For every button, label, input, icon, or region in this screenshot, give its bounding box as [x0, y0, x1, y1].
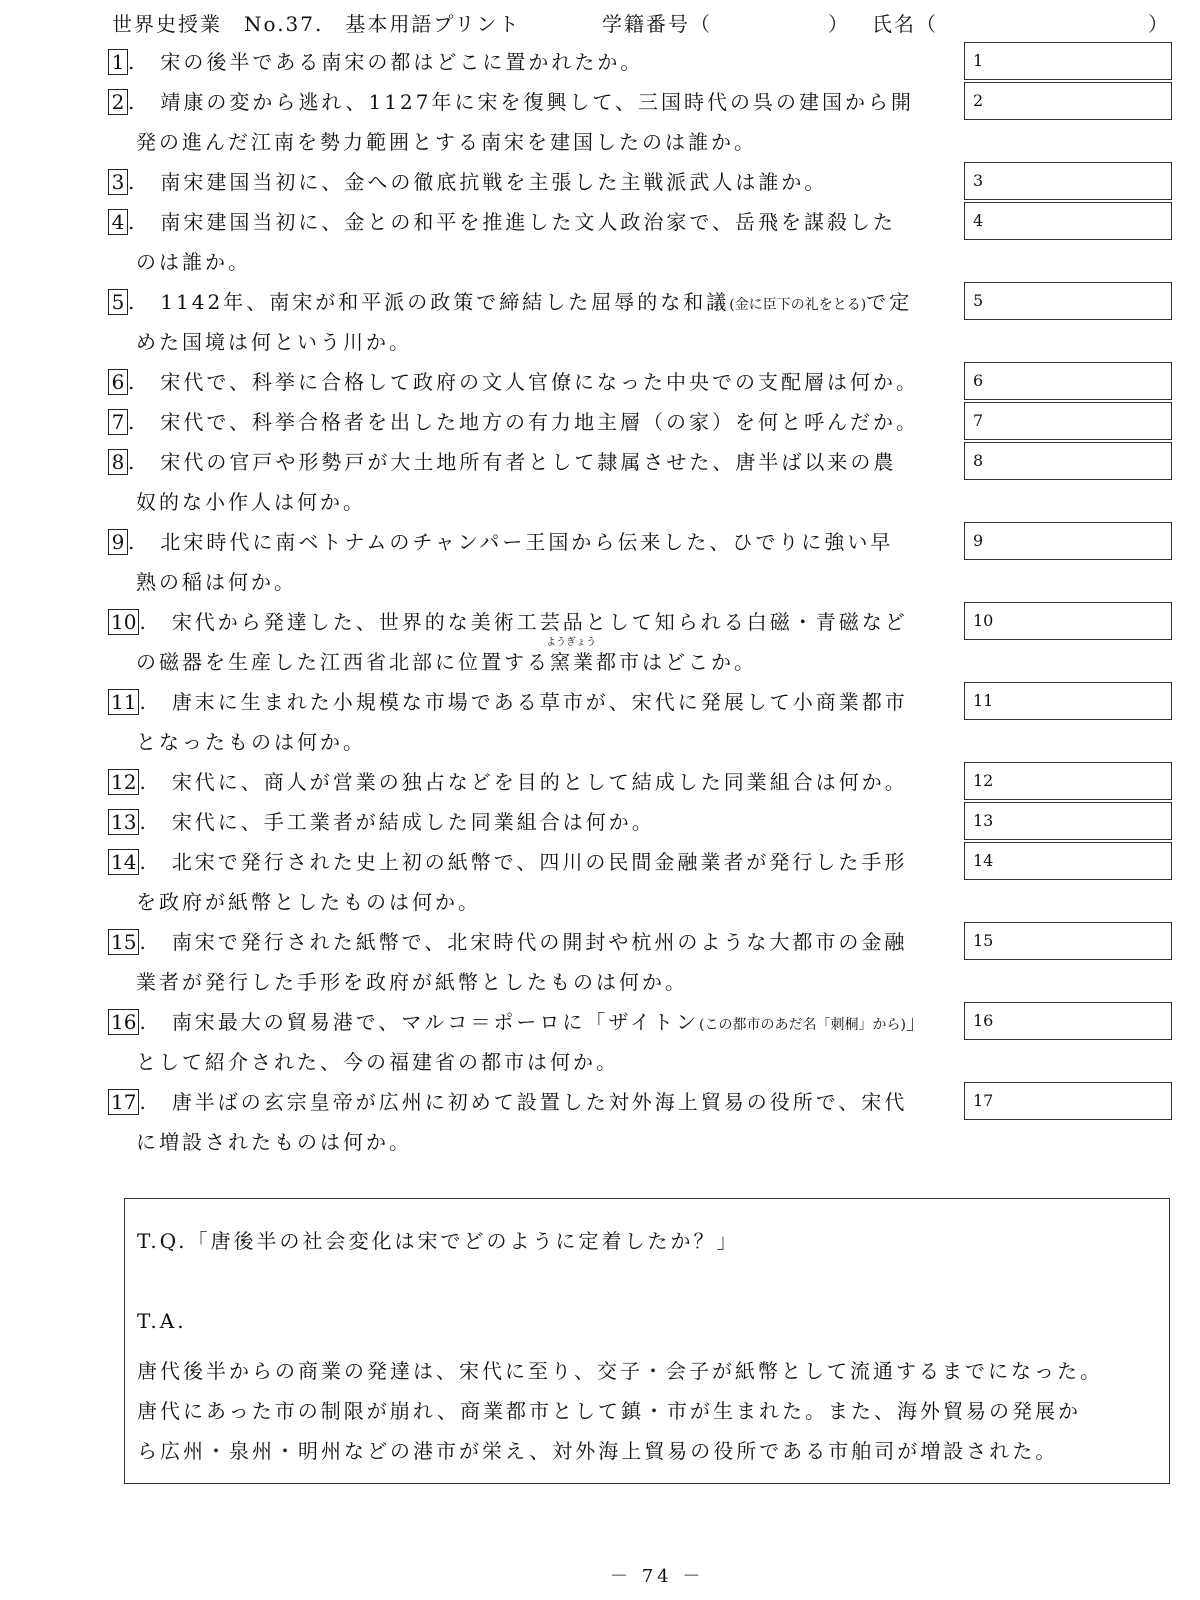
question-text: 靖康の変から逃れ、1127年に宋を復興して、三国時代の呉の建国から開	[160, 90, 915, 114]
question-number: 15	[108, 929, 139, 955]
answer-box-label: 7	[973, 411, 984, 430]
page-number: － 74 －	[610, 1566, 705, 1587]
question-number: 13	[108, 809, 139, 835]
answer-box-label: 2	[973, 91, 984, 110]
question-number: 11	[108, 689, 139, 715]
question-text: 南宋建国当初に、金との和平を推進した文人政治家で、岳飛を謀殺した	[160, 210, 896, 234]
answer-box-14[interactable]	[964, 842, 1172, 880]
ruby-reading: ようぎょう	[546, 637, 596, 648]
question-10: 10 . 宋代から発達した、世界的な美術工芸品として知られる白磁・青磁など の磁器を生産した江西省北部に位置する ようぎょう 窯業都市はどこか。	[108, 602, 960, 682]
answer-box-label: 17	[973, 1091, 994, 1110]
question-7: 7 . 宋代で、科挙合格者を出した地方の有力地主層（の家）を何と呼んだか。	[108, 402, 960, 442]
question-text-cont: の磁器を生産した江西省北部に位置する	[136, 650, 550, 674]
question-text: 宋代で、科挙合格者を出した地方の有力地主層（の家）を何と呼んだか。	[160, 410, 919, 434]
question-13: 13 . 宋代に、手工業者が結成した同業組合は何か。	[108, 802, 960, 842]
question-text: 南宋建国当初に、金への徹底抗戦を主張した主戦派武人は誰か。	[160, 170, 828, 194]
theme-answer-label: T.A.	[137, 1309, 187, 1333]
question-text-cont: として紹介された、今の福建省の都市は何か。	[136, 1050, 619, 1074]
question-text: 北宋で発行された史上初の紙幣で、四川の民間金融業者が発行した手形	[171, 850, 908, 874]
question-text-cont: 熟の稲は何か。	[136, 570, 297, 594]
question-text-cont: 業者が発行した手形を政府が紙幣としたものは何か。	[136, 970, 688, 994]
name-label: 氏名（	[872, 12, 938, 36]
question-text: 唐末に生まれた小規模な市場である草市が、宋代に発展して小商業都市	[171, 690, 908, 714]
question-number: 12	[108, 769, 139, 795]
question-note: (この都市のあだ名「刺桐」から)	[699, 1017, 906, 1033]
theme-question: T.Q.「唐後半の社会変化は宋でどのように定着したか？」	[137, 1229, 740, 1253]
question-11: 11 . 唐末に生まれた小規模な市場である草市が、宋代に発展して小商業都市 となったものは何か。	[108, 682, 960, 762]
answer-box-label: 4	[973, 211, 984, 230]
answer-box-17[interactable]	[964, 1082, 1172, 1120]
answer-box-label: 13	[973, 811, 994, 830]
answer-box-label: 3	[973, 171, 984, 190]
question-text: 南宋最大の貿易港で、マルコ＝ポーロに「ザイトン	[171, 1010, 700, 1034]
question-17: 17 . 唐半ばの玄宗皇帝が広州に初めて設置した対外海上貿易の役所で、宋代 に増設されたものは何か。	[108, 1082, 960, 1162]
question-15: 15 . 南宋で発行された紙幣で、北宋時代の開封や杭州のような大都市の金融 業者が発行した手形を政府が紙幣としたものは何か。	[108, 922, 960, 1002]
question-12: 12 . 宋代に、商人が営業の独占などを目的として結成した同業組合は何か。	[108, 762, 960, 802]
answer-box-label: 8	[973, 451, 984, 470]
answer-box-label: 1	[973, 51, 984, 70]
answer-box-1[interactable]	[964, 42, 1172, 80]
question-text-end: 」	[905, 1010, 929, 1034]
answer-box-label: 6	[973, 371, 984, 390]
question-text-end: で定	[866, 290, 913, 314]
question-text: 宋代に、手工業者が結成した同業組合は何か。	[171, 810, 655, 834]
question-text-cont: のは誰か。	[136, 250, 251, 274]
question-number: 1	[108, 49, 128, 75]
theme-answer-text	[137, 1351, 1167, 1471]
question-4: 4 . 南宋建国当初に、金との和平を推進した文人政治家で、岳飛を謀殺した のは誰か。	[108, 202, 960, 282]
question-text: 宋代に、商人が営業の独占などを目的として結成した同業組合は何か。	[171, 770, 908, 794]
answer-box-6[interactable]	[964, 362, 1172, 400]
question-text-cont: に増設されたものは何か。	[136, 1130, 412, 1154]
question-number: 4	[108, 209, 128, 235]
answer-box-16[interactable]	[964, 1002, 1172, 1040]
question-16: 16 . 南宋最大の貿易港で、マルコ＝ポーロに「ザイトン(この都市のあだ名「刺桐」から)」 として紹介された、今の福建省の都市は何か。	[108, 1002, 960, 1082]
student-id-close: ）	[828, 12, 850, 36]
answer-box-label: 11	[973, 691, 994, 710]
question-5: 5 . 1142年、南宋が和平派の政策で締結した屈辱的な和議(金に臣下の礼をとる)で定 めた国境は何という川か。	[108, 282, 960, 362]
answer-box-9[interactable]	[964, 522, 1172, 560]
answer-box-15[interactable]	[964, 922, 1172, 960]
answer-box-2[interactable]	[964, 82, 1172, 120]
question-number: 7	[108, 409, 128, 435]
question-number: 5	[108, 289, 128, 315]
answer-box-3[interactable]	[964, 162, 1172, 200]
question-text: 宋の後半である南宋の都はどこに置かれたか。	[160, 50, 644, 74]
worksheet-title: 世界史授業 No.37. 基本用語プリント	[112, 12, 521, 36]
question-number: 17	[108, 1089, 139, 1115]
answer-box-label: 14	[973, 851, 994, 870]
question-text-cont: めた国境は何という川か。	[136, 330, 412, 354]
question-9: 9 . 北宋時代に南ベトナムのチャンパー王国から伝来した、ひでりに強い早 熟の稲は何か。	[108, 522, 960, 602]
summary-box	[124, 1198, 1170, 1484]
answer-box-label: 16	[973, 1011, 994, 1030]
question-6: 6 . 宋代で、科挙に合格して政府の文人官僚になった中央での支配層は何か。	[108, 362, 960, 402]
question-text-end: 業都市はどこか。	[573, 650, 757, 674]
question-3: 3 . 南宋建国当初に、金への徹底抗戦を主張した主戦派武人は誰か。	[108, 162, 960, 202]
question-number: 2	[108, 89, 128, 115]
question-text-cont: となったものは何か。	[136, 730, 366, 754]
question-text: 唐半ばの玄宗皇帝が広州に初めて設置した対外海上貿易の役所で、宋代	[171, 1090, 908, 1114]
question-number: 14	[108, 849, 139, 875]
question-number: 16	[108, 1009, 139, 1035]
question-number: 9	[108, 529, 128, 555]
question-text: 南宋で発行された紙幣で、北宋時代の開封や杭州のような大都市の金融	[171, 930, 908, 954]
worksheet-header	[112, 8, 1172, 38]
ruby-word	[546, 637, 596, 674]
answer-box-5[interactable]	[964, 282, 1172, 320]
question-number: 8	[108, 449, 128, 475]
question-text-cont: 発の進んだ江南を勢力範囲とする南宋を建国したのは誰か。	[136, 130, 757, 154]
question-text: 宋代の官戸や形勢戸が大土地所有者として隷属させた、唐半ば以来の農	[160, 450, 897, 474]
answer-box-4[interactable]	[964, 202, 1172, 240]
question-text: 1142年、南宋が和平派の政策で締結した屈辱的な和議	[160, 290, 730, 314]
theme-answer-line: 唐代にあった市の制限が崩れ、商業都市として鎮・市が生まれた。また、海外貿易の発展か	[137, 1399, 1081, 1423]
answer-box-10[interactable]	[964, 602, 1172, 640]
question-text-cont: を政府が紙幣としたものは何か。	[136, 890, 481, 914]
question-number: 6	[108, 369, 128, 395]
question-text-cont: 奴的な小作人は何か。	[136, 490, 366, 514]
question-1: 1 . 宋の後半である南宋の都はどこに置かれたか。	[108, 42, 960, 82]
answer-box-label: 15	[973, 931, 994, 950]
answer-box-label: 9	[973, 531, 984, 550]
answer-box-13[interactable]	[964, 802, 1172, 840]
theme-answer-line: 唐代後半からの商業の発達は、宋代に至り、交子・会子が紙幣として流通するまでになった。	[137, 1359, 1103, 1383]
question-14: 14 . 北宋で発行された史上初の紙幣で、四川の民間金融業者が発行した手形 を政府が紙幣としたものは何か。	[108, 842, 960, 922]
question-number: 10	[108, 609, 139, 635]
student-id-label: 学籍番号（	[602, 12, 712, 36]
answer-box-label: 5	[973, 291, 984, 310]
name-close: ）	[1148, 12, 1170, 36]
answer-box-12[interactable]	[964, 762, 1172, 800]
question-8: 8 . 宋代の官戸や形勢戸が大土地所有者として隷属させた、唐半ば以来の農 奴的な小作人は何か。	[108, 442, 960, 522]
question-text: 北宋時代に南ベトナムのチャンパー王国から伝来した、ひでりに強い早	[160, 530, 894, 554]
ruby-base: 窯	[550, 650, 573, 674]
answer-box-7[interactable]	[964, 402, 1172, 440]
answer-box-label: 12	[973, 771, 994, 790]
question-note: (金に臣下の礼をとる)	[729, 297, 867, 313]
question-text: 宋代で、科挙に合格して政府の文人官僚になった中央での支配層は何か。	[160, 370, 919, 394]
question-2: 2 . 靖康の変から逃れ、1127年に宋を復興して、三国時代の呉の建国から開 発の進んだ江南を勢力範囲とする南宋を建国したのは誰か。	[108, 82, 960, 162]
question-number: 3	[108, 169, 128, 195]
answer-box-label: 10	[973, 611, 994, 630]
question-text: 宋代から発達した、世界的な美術工芸品として知られる白磁・青磁など	[171, 610, 908, 634]
answer-box-8[interactable]	[964, 442, 1172, 480]
theme-answer-line: ら広州・泉州・明州などの港市が栄え、対外海上貿易の役所である市舶司が増設された。	[137, 1439, 1059, 1463]
answer-box-11[interactable]	[964, 682, 1172, 720]
